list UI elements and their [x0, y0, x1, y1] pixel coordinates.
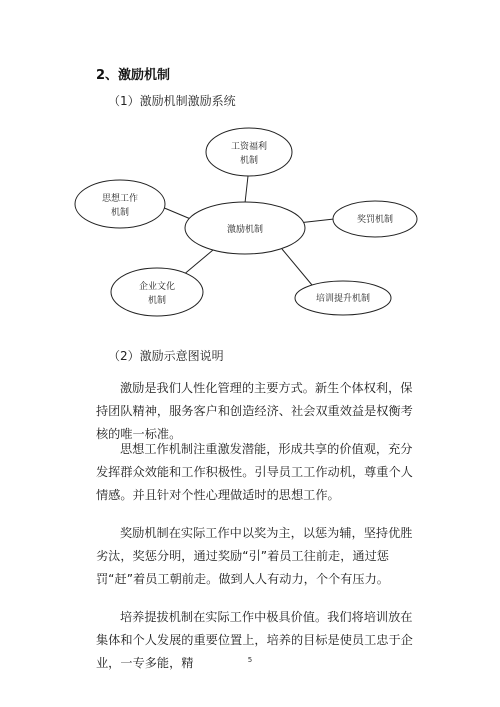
- paragraph-thought-work: 思想工作机制注重激发潜能，形成共享的价值观，充分发挥群众效能和工作积极性。引导员工工作动机，尊重个人情感。并且针对个性心理做适时的思想工作。: [96, 442, 413, 502]
- node-bottom-left: [111, 268, 203, 316]
- node-left: [75, 180, 165, 228]
- node-left-line2: 机制: [110, 208, 130, 218]
- connector-bottom-right: [282, 249, 312, 285]
- subheading-explanation: （2）激励示意图说明: [108, 349, 224, 363]
- section-heading: 2、激励机制: [96, 68, 171, 83]
- node-top: [206, 128, 292, 176]
- node-bottom-left-line2: 机制: [147, 296, 167, 306]
- incentive-diagram: [0, 0, 500, 340]
- paragraph-reward-penalty: 奖励机制在实际工作中以奖为主，以惩为辅，坚持优胜劣汰，奖惩分明，通过奖励“引”着员工往前走，通过惩罚“赶”着员工朝前走。做到人人有动力，个个有压力。: [96, 526, 413, 586]
- node-bottom-right-label: 培训提升机制: [315, 294, 371, 304]
- paragraph-training: 培养提拔机制在实际工作中极具价值。我们将培训放在集体和个人发展的重要位置上，培养的目标是使员工忠于企业，一专多能，精: [96, 610, 413, 670]
- page-number: 5: [247, 656, 253, 664]
- center-label: 激励机制: [226, 225, 264, 235]
- subheading-diagram: （1）激励机制激励系统: [108, 94, 236, 108]
- connector-bottom-left: [182, 250, 213, 276]
- node-left-line1: 思想工作: [101, 194, 139, 204]
- node-bottom-left-line1: 企业文化: [138, 282, 176, 292]
- node-top-line2: 机制: [239, 156, 259, 166]
- node-right-label: 奖罚机制: [356, 215, 394, 225]
- paragraph-intro: 激励是我们人性化管理的主要方式。新生个体权利，保持团队精神，服务客户和创造经济、社会双重效益是权衡考核的唯一标准。: [96, 381, 413, 441]
- node-top-line1: 工资福利: [230, 142, 268, 152]
- connector-left: [162, 207, 193, 220]
- connector-top: [245, 176, 248, 203]
